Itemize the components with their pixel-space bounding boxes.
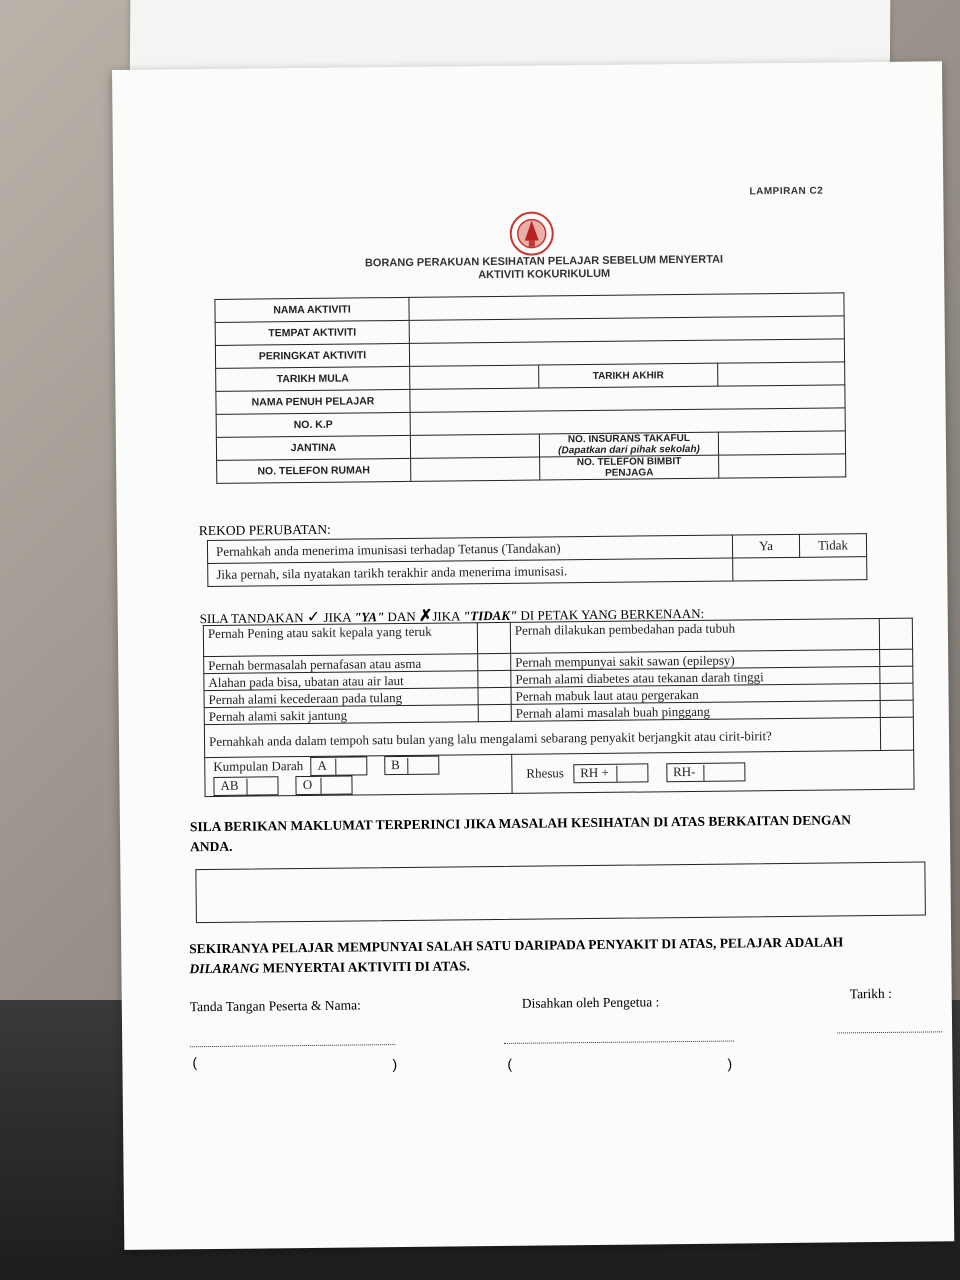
condition-left-3: Alahan pada bisa, ubatan atau air laut [204,671,478,691]
instruction-part-5: DI PETAK YANG BERKENAAN: [520,605,705,623]
peserta-name-close: ) [392,1056,398,1073]
rh-positive-label: RH + [580,764,609,780]
condition-right-4: Pernah mabuk laut atau pergerakan [511,683,880,704]
blood-b-box[interactable] [384,756,440,776]
jantina-label: JANTINA [216,435,410,460]
rh-negative-label: RH- [672,763,696,779]
nama-penuh-label: NAMA PENUH PELAJAR [216,389,410,414]
blood-o-label: O [302,776,313,793]
maklumat-field[interactable] [195,862,926,924]
lampiran-label: LAMPIRAN C2 [749,185,824,198]
condition-right-4-box[interactable] [880,683,913,700]
condition-left-1-box[interactable] [477,622,510,653]
title-line-2: AKTIVITI KOKURIKULUM [478,267,611,282]
rhesus-row [512,750,914,793]
pengetua-signature-label: Disahkan oleh Pengetua : [521,994,660,1011]
tetanus-question: Pernahkah anda menerima imunisasi terhadap Tetanus (Tandakan) [207,535,732,563]
insurans-note: (Dapatkan dari pihak sekolah) [558,443,700,457]
form-title [284,253,804,284]
telefon-rumah-field[interactable] [411,457,540,481]
condition-right-2: Pernah mempunyai sakit sawan (epilepsy) [511,649,880,670]
condition-right-3-box[interactable] [880,666,913,683]
instruction-part-4: JIKA [432,608,460,624]
nama-aktiviti-label: NAMA AKTIVITI [215,297,409,322]
warning-dilarang: DILARANG [189,960,260,977]
rh-positive-box[interactable] [573,763,649,783]
blood-ab-label: AB [220,777,239,793]
student-info-table [214,292,846,484]
maklumat-instruction: SILA BERIKAN MAKLUMAT TERPERINCI JIKA MASALAH KESIHATAN DI ATAS BERKAITAN DENGAN ANDA. [189,812,852,855]
form-sheet [112,61,954,1250]
telefon-bimbit-field[interactable] [719,454,846,478]
condition-right-3: Pernah alami diabetes atau tekanan darah tinggi [511,666,880,687]
berjangkit-box[interactable] [880,717,913,750]
condition-left-1: Pernah Pening atau sakit kepala yang teruk [203,623,477,657]
tarikh-akhir-label: TARIKH AKHIR [539,363,718,388]
blood-b-label: B [390,757,400,773]
blood-a-label: A [317,757,327,773]
instruction-part-2: JIKA [323,609,351,625]
condition-right-5: Pernah alami masalah buah pinggang [511,700,880,721]
condition-right-1: Pernah dilakukan pembedahan pada tubuh [510,618,879,653]
insurans-text: NO. INSURANS TAKAFUL [567,432,690,446]
tarikh-label: Tarikh : [849,985,892,1002]
school-crest-logo [508,210,554,256]
rh-negative-box[interactable] [666,762,746,782]
blood-ab-box[interactable] [213,776,278,796]
pengetua-signature-line[interactable] [504,1041,734,1044]
condition-left-5: Pernah alami sakit jantung [204,705,478,725]
warning-rest: MENYERTAI AKTIVITI DI ATAS. [259,958,470,976]
telefon-bimbit-label [540,455,719,480]
rhesus-label: Rhesus [526,764,565,781]
condition-left-3-box[interactable] [478,670,511,687]
cross-icon: ✗ [418,607,433,625]
instruction-ya: "YA" [354,609,385,625]
blood-type-row [205,754,512,796]
warning-text [189,931,949,979]
tarikh-line[interactable] [837,1031,942,1033]
rekod-table [207,533,867,587]
condition-left-2: Pernah bermasalah pernafasan atau asma [204,654,478,674]
instruction-part-1: SILA TANDAKAN [199,610,304,627]
tarikh-imunisasi-field[interactable] [733,557,867,581]
tarikh-akhir-field[interactable] [718,362,845,386]
peserta-name-open: ( [192,1054,198,1071]
peserta-signature-label: Tanda Tangan Peserta & Nama: [189,997,361,1015]
jantina-field[interactable] [410,434,539,458]
peringkat-aktiviti-label: PERINGKAT AKTIVITI [215,343,409,368]
tarikh-mula-field[interactable] [410,365,539,389]
condition-left-2-box[interactable] [478,653,511,670]
tarikh-mula-label: TARIKH MULA [216,366,410,391]
telefon-rumah-label: NO. TELEFON RUMAH [217,458,411,483]
blood-o-box[interactable] [296,776,353,796]
tidak-option[interactable]: Tidak [799,534,866,558]
no-kp-label: NO. K.P [216,412,410,437]
blood-type-label: Kumpulan Darah [213,758,304,774]
condition-left-5-box[interactable] [478,704,511,721]
check-icon: ✓ [306,608,321,626]
condition-right-5-box[interactable] [880,700,913,717]
pengetua-name-close: ) [727,1055,733,1072]
rekod-heading: REKOD PERUBATAN: [198,521,331,539]
pengetua-name-open: ( [507,1055,513,1072]
ya-option[interactable]: Ya [732,534,799,558]
peserta-signature-line[interactable] [190,1044,395,1047]
instruction-tidak: "TIDAK" [462,607,518,624]
conditions-table [203,618,915,797]
tempat-aktiviti-label: TEMPAT AKTIVITI [215,320,409,345]
condition-left-4: Pernah alami kecederaan pada tulang [204,688,478,708]
title-line-1: BORANG PERAKUAN KESIHATAN PELAJAR SEBELUM MENYERTAI [364,253,724,270]
telefon-bimbit-text: NO. TELEFON BIMBIT [576,456,682,469]
warning-line-1: SEKIRANYA PELAJAR MEMPUNYAI SALAH SATU DARIPADA PENYAKIT DI ATAS, PELAJAR ADALAH [189,934,844,957]
insurans-label [539,432,718,457]
instruction-part-3: DAN [387,608,416,625]
condition-right-2-box[interactable] [880,649,913,666]
condition-left-4-box[interactable] [478,687,511,704]
tarikh-imunisasi-question: Jika pernah, sila nyatakan tarikh terakhir anda menerima imunisasi. [208,558,733,586]
insurans-field[interactable] [718,431,845,455]
penjaga-text: PENJAGA [605,467,654,479]
blood-a-box[interactable] [310,756,367,776]
condition-right-1-box[interactable] [879,618,912,649]
berjangkit-question: Pernahkah anda dalam tempoh satu bulan yang lalu mengalami sebarang penyakit berjangkit atau cirit-birit? [204,717,880,757]
